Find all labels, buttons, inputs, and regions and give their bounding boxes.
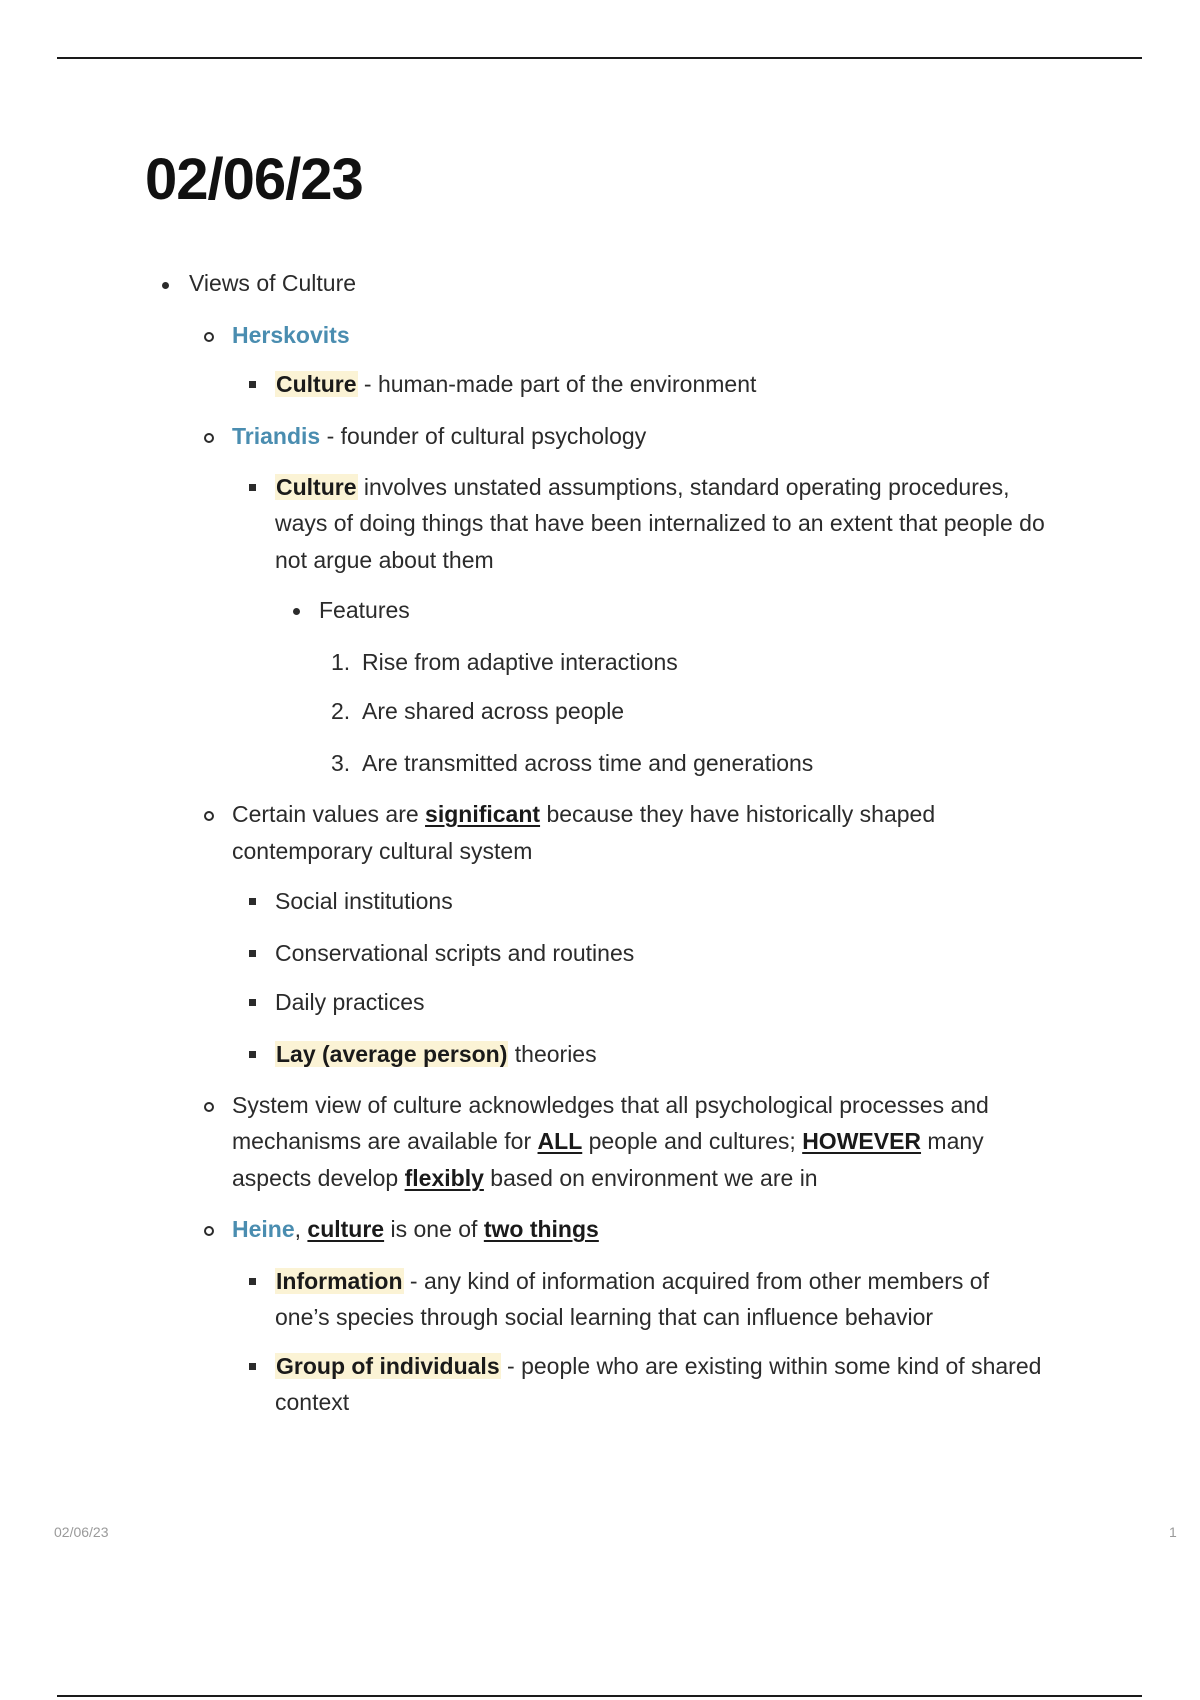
list-item-heine [232, 1211, 599, 1248]
culture-term: Culture [276, 474, 357, 500]
circle-bullet [204, 811, 214, 821]
list-number: 3. [331, 750, 351, 776]
group-def: - people who are existing within some kind of shared [500, 1353, 1042, 1379]
however-keyword: HOWEVER [802, 1128, 922, 1154]
heine-info-line-2: one’s species through social learning that can influence behavior [275, 1304, 934, 1330]
heine-name: Heine [232, 1216, 295, 1242]
two-things-keyword: two things [483, 1216, 599, 1242]
bottom-rule [57, 1695, 1142, 1697]
lay-term: Lay (average person) [276, 1041, 508, 1067]
square-bullet [249, 898, 256, 905]
square-bullet [249, 381, 256, 388]
square-bullet [249, 1051, 256, 1058]
list-number: 1. [331, 649, 351, 675]
circle-bullet [204, 1226, 214, 1236]
heine-group-line-2: context [275, 1389, 350, 1415]
list-item-triandis [232, 418, 646, 455]
culture-term: Culture [276, 371, 357, 397]
all-keyword: ALL [537, 1128, 583, 1154]
feature-item-1: Rise from adaptive interactions [362, 649, 678, 675]
culture-text-line-3: not argue about them [275, 547, 494, 573]
footer-date: 02/06/23 [54, 1524, 109, 1540]
values-line-2: contemporary cultural system [232, 838, 533, 864]
circle-bullet [204, 332, 214, 342]
triandis-desc: - founder of cultural psychology [320, 423, 647, 449]
circle-bullet [204, 1102, 214, 1112]
culture-text-line: involves unstated assumptions, standard operating procedures, [357, 474, 1010, 500]
list-item-values [232, 796, 935, 833]
system-line2-post: many [921, 1128, 984, 1154]
heine-comma: , [294, 1216, 308, 1242]
system-line2-pre: mechanisms are available for [232, 1128, 538, 1154]
list-item-triandis-culture [275, 469, 1010, 506]
system-line3-pre: aspects develop [232, 1165, 405, 1191]
group-term: Group of individuals [276, 1353, 500, 1379]
list-number: 2. [331, 698, 351, 724]
significant-keyword: significant [425, 801, 541, 827]
values-pre: Certain values are [232, 801, 426, 827]
square-bullet [249, 484, 256, 491]
list-item-features: Features [319, 597, 410, 623]
square-bullet [249, 999, 256, 1006]
culture-text-line-2: ways of doing things that have been internalized to an extent that people do [275, 510, 1045, 536]
disc-bullet [162, 282, 169, 289]
system-line3-post: based on environment we are in [483, 1165, 818, 1191]
culture-keyword: culture [307, 1216, 385, 1242]
square-bullet [249, 1278, 256, 1285]
values-post: because they have historically shaped [540, 801, 936, 827]
heine-group-line-1 [275, 1348, 1041, 1385]
disc-bullet [293, 608, 300, 615]
heine-info-line-1 [275, 1263, 989, 1300]
information-term: Information [276, 1268, 403, 1294]
values-item-1: Social institutions [275, 888, 453, 914]
values-item-3: Daily practices [275, 989, 425, 1015]
flexibly-keyword: flexibly [404, 1165, 484, 1191]
system-line-3 [232, 1160, 818, 1197]
system-line-2 [232, 1123, 984, 1160]
views-text: Views of Culture [189, 270, 357, 296]
feature-item-3: Are transmitted across time and generations [362, 750, 814, 776]
herskovits-name: Herskovits [232, 322, 350, 348]
values-item-lay [275, 1036, 597, 1073]
system-line-1: System view of culture acknowledges that all psychological processes and [232, 1092, 989, 1118]
triandis-name: Triandis [232, 423, 321, 449]
list-item-herskovits [232, 317, 350, 354]
page-title: 02/06/23 [145, 147, 363, 212]
square-bullet [249, 950, 256, 957]
lay-post: theories [508, 1041, 597, 1067]
values-item-2: Conservational scripts and routines [275, 940, 635, 966]
culture-definition: - human-made part of the environment [357, 371, 757, 397]
footer-page-number: 1 [1169, 1524, 1177, 1540]
list-item-views [189, 265, 356, 302]
list-item-herskovits-culture [275, 366, 756, 403]
information-def: - any kind of information acquired from other members of [403, 1268, 989, 1294]
heine-mid: is one of [384, 1216, 484, 1242]
feature-item-2: Are shared across people [362, 698, 625, 724]
system-line2-mid: people and cultures; [582, 1128, 803, 1154]
circle-bullet [204, 433, 214, 443]
square-bullet [249, 1363, 256, 1370]
